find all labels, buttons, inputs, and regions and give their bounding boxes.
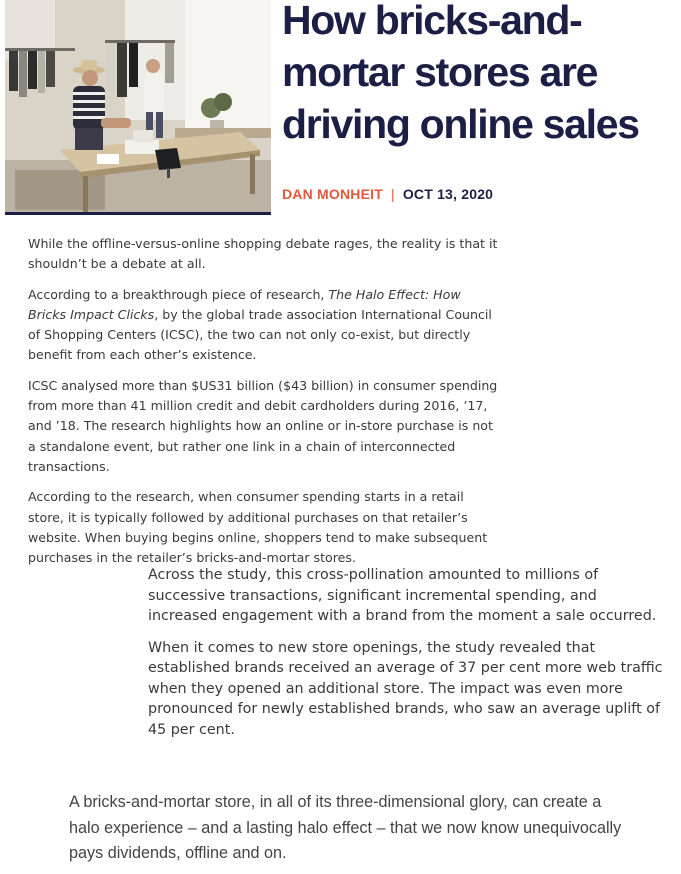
store-photo-icon [5, 0, 271, 212]
publish-date: OCT 13, 2020 [402, 186, 494, 202]
body-paragraph-1: While the offline-versus-online shopping debate rages, the reality is that it shouldn’t be a debate at all. [28, 236, 498, 272]
article-title: How bricks-and-mortar stores are driving online sales [282, 0, 639, 147]
author-link[interactable]: DAN MONHEIT [282, 186, 383, 202]
byline [282, 186, 493, 202]
byline-separator: | [390, 186, 395, 202]
body-paragraph-2 [28, 285, 498, 366]
article-body [28, 234, 498, 578]
body-paragraph-4: According to the research, when consumer spending starts in a retail store, it is typically followed by additional purchases on that retailer’s website. When buying begins online, shoppers tend to make subsequent purchases in the retailer’s bricks-and-mortar stores. [28, 489, 488, 566]
indented-paragraph-1: Across the study, this cross-pollination amounted to millions of successive transactions, significant incremental spending, and increased engagement with a brand from the moment a sale occurred. [148, 567, 657, 624]
hero-image [5, 0, 271, 215]
indented-section [148, 565, 668, 751]
paragraph-text: According to a breakthrough piece of research, [28, 286, 329, 302]
body-paragraph-3: ICSC analysed more than $US31 billion ($43 billion) in consumer spending from more than 41 million credit and debit cardholders during 2016, ’17, and ’18. The research highlights how an online or in-store purchase is not a standalone event, but rather one link in a chain of interconnected transactions. [28, 377, 498, 474]
indented-paragraph-2: When it comes to new store openings, the study revealed that established brands received an average of 37 per cent more web traffic when they opened an additional store. The impact was even more pronounced for newly established brands, who saw an average uplift of 45 per cent. [148, 639, 663, 738]
pull-quote: A bricks-and-mortar store, in all of its three-dimensional glory, can create a halo experience – and a lasting halo effect – that we now know unequivocally pays dividends, offline and on. [69, 793, 622, 862]
paragraph-text: , by the global trade association International Council of Shopping Centers (ICSC), the two can not only co-exist, but directly benefit from each other’s existence. [28, 306, 492, 363]
study-title: The Halo Effect: How Bricks Impact Clicks [28, 286, 461, 322]
